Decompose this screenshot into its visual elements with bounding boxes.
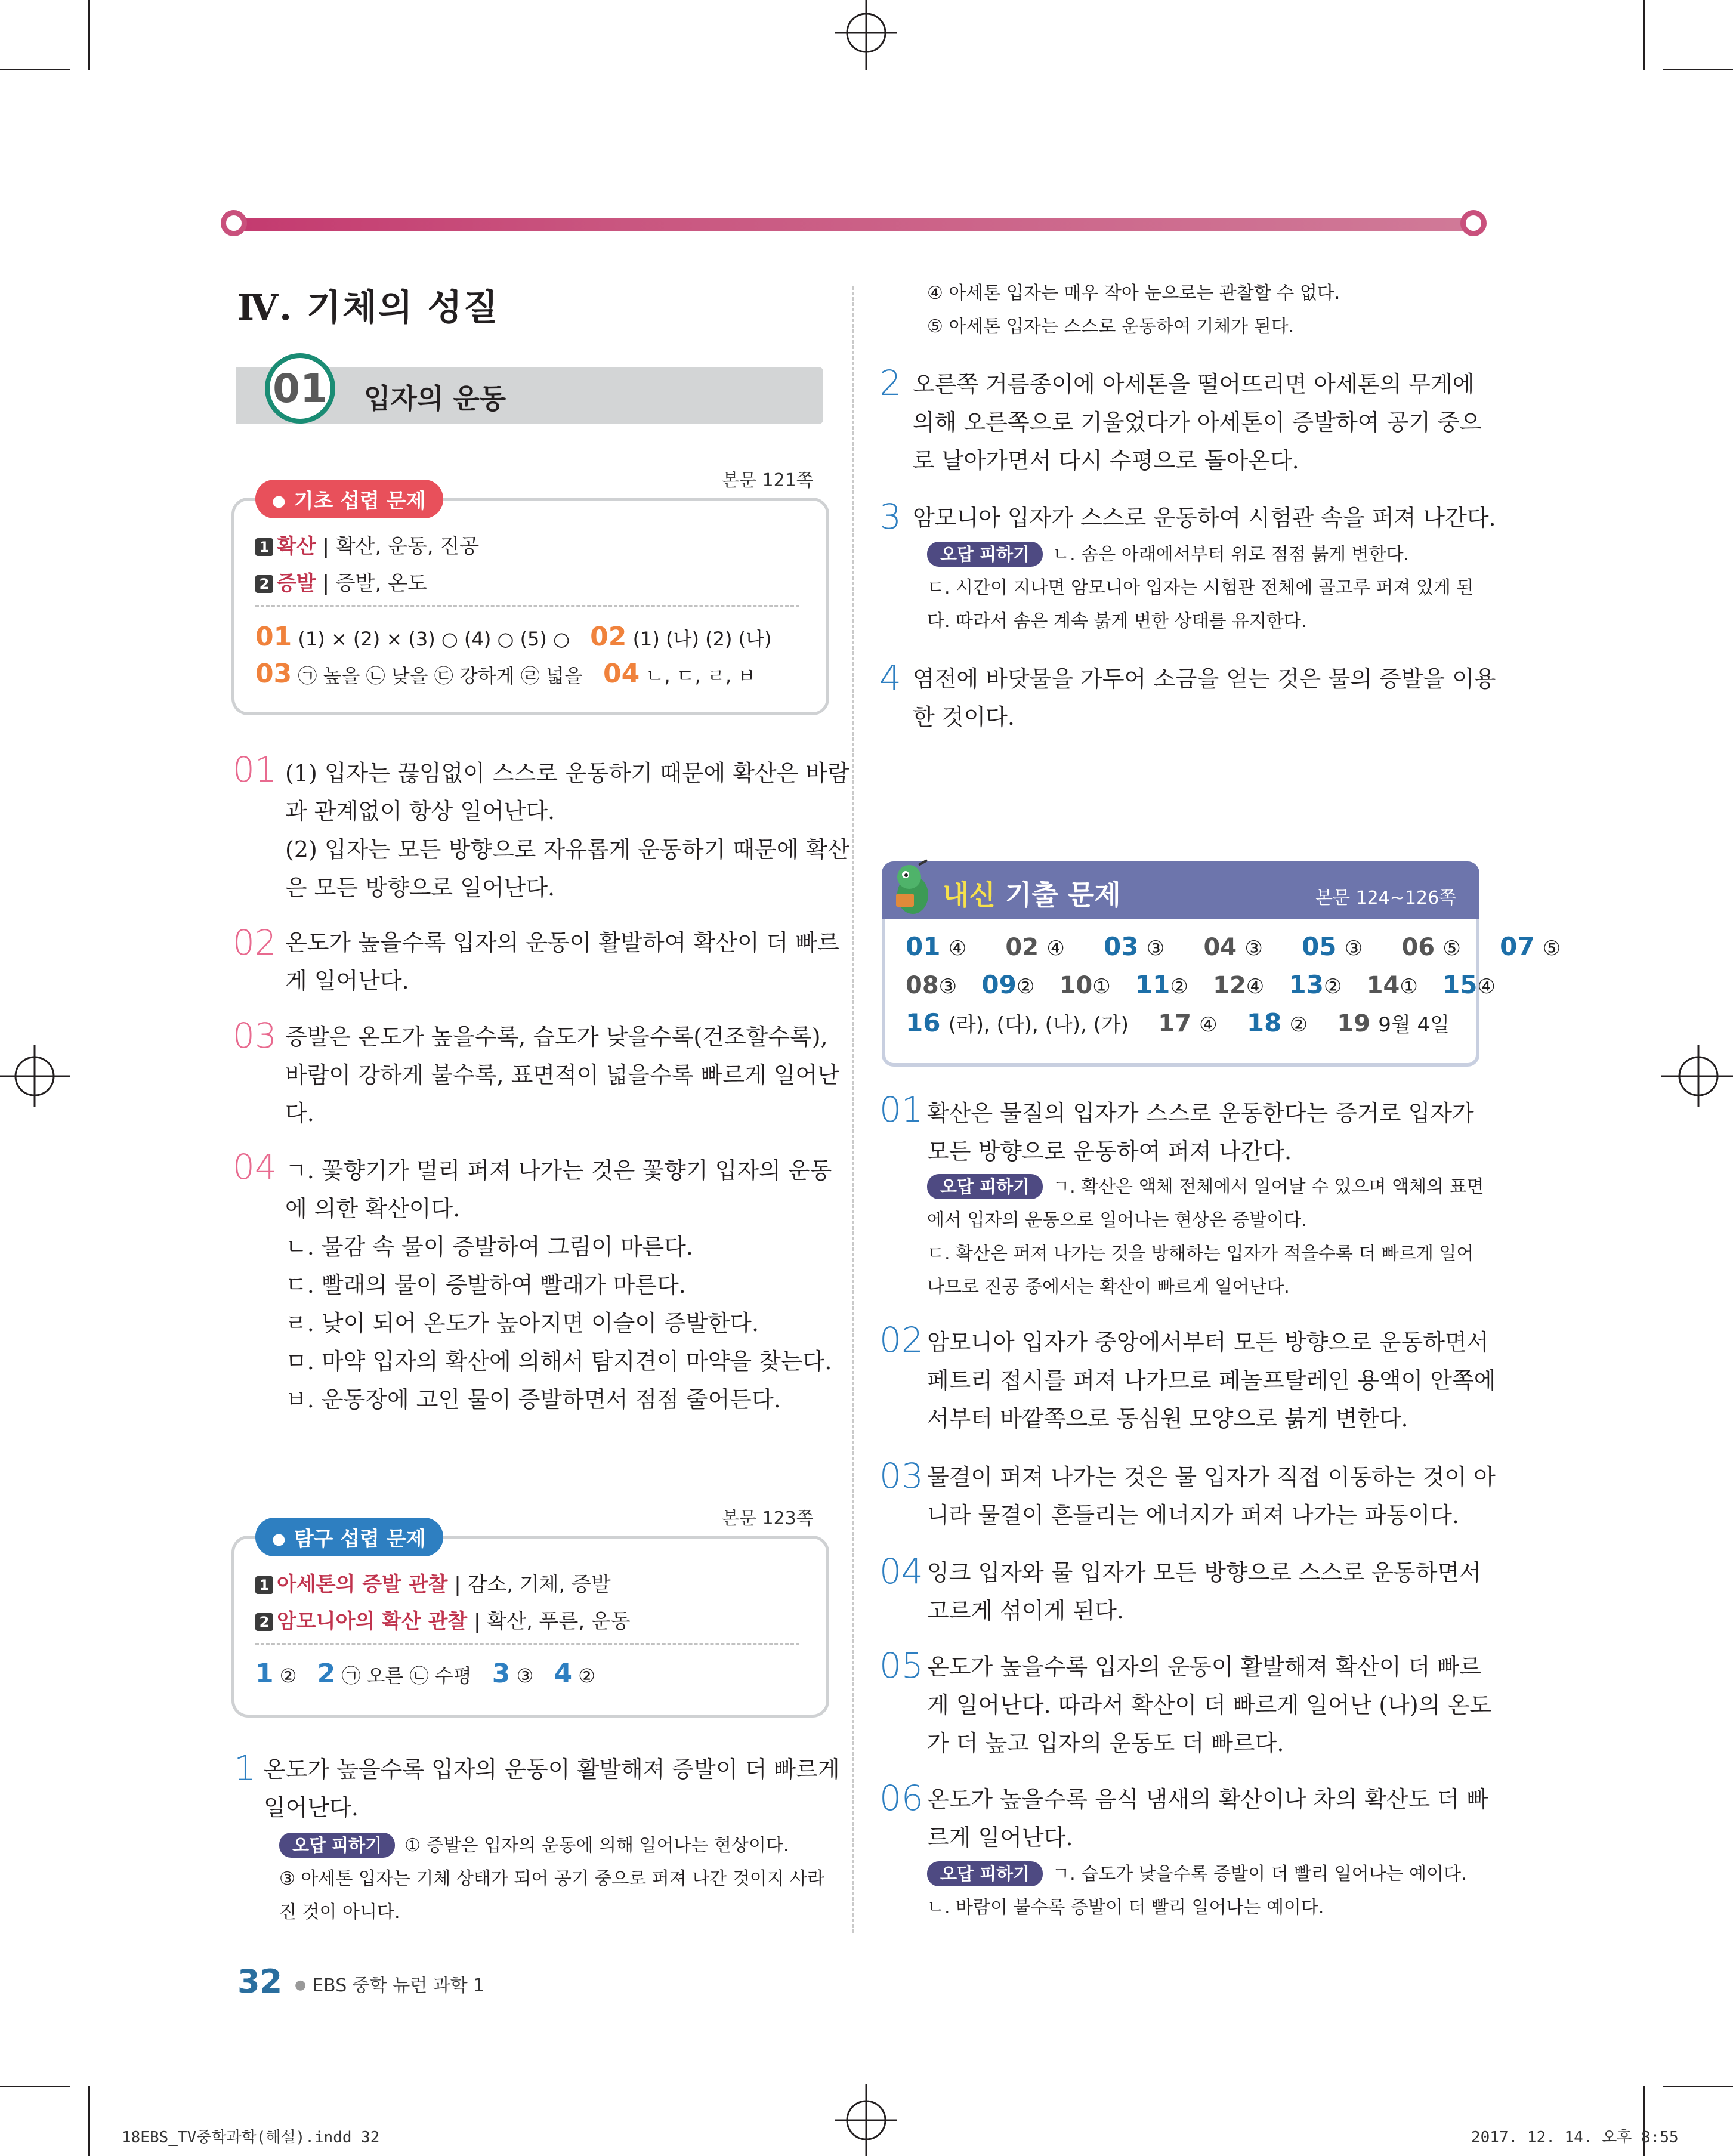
- q-answer: ⑤: [1542, 937, 1561, 960]
- note-line: ㄱ. 확산은 액체 전체에서 일어날 수 있으며 액체의 표면: [1052, 1176, 1484, 1197]
- crop-mark: [0, 2086, 70, 2087]
- inquiry-answer-row: [255, 1658, 595, 1689]
- q-number: 05: [1302, 932, 1337, 961]
- crop-mark: [1663, 69, 1733, 70]
- q-number: 02: [1005, 934, 1039, 961]
- registration-mark-right: [1661, 1040, 1733, 1112]
- answer-number: 03: [255, 659, 292, 689]
- naesin-row-2: [906, 970, 1496, 999]
- answer-text: (1) × (2) × (3) ○ (4) ○ (5) ○: [298, 628, 570, 650]
- answer-text: (1) (나) (2) (나): [632, 628, 772, 650]
- answer-text: ②: [578, 1664, 595, 1687]
- unit-title: 입자의 운동: [364, 382, 506, 415]
- text-line: 의해 오른쪽으로 기울었다가 아세톤이 증발하여 공기 중으: [913, 409, 1482, 435]
- text-line: 확산은 물질의 입자가 스스로 운동한다는 증거로 입자가: [927, 1100, 1474, 1126]
- q-number: 14: [1366, 972, 1400, 999]
- basic-page-ref: 본문 121쪽: [722, 470, 814, 491]
- item-value: 확산, 운동, 진공: [335, 535, 480, 558]
- column-divider: [852, 286, 854, 1933]
- answer-text: ㄴ, ㄷ, ㄹ, ㅂ: [645, 665, 756, 687]
- right-answer-06: [927, 1780, 1488, 1857]
- odap-label: 오답 피하기: [927, 1174, 1043, 1199]
- q-answer: ④: [1477, 975, 1496, 999]
- text-line: 게 일어난다. 따라서 확산이 더 빠르게 일어난 (나)의 온도: [927, 1692, 1491, 1718]
- answer-text: ②: [279, 1664, 297, 1687]
- answer-number: 4: [879, 657, 901, 698]
- answer-number: 3: [879, 496, 901, 537]
- answer-number: 05: [879, 1645, 923, 1686]
- q-number: 18: [1246, 1008, 1282, 1037]
- item-separator: |: [474, 1610, 481, 1633]
- q-number: 09: [981, 970, 1017, 999]
- text-line: 로 날아가면서 다시 수평으로 돌아온다.: [913, 447, 1299, 474]
- q-number: 13: [1289, 970, 1324, 999]
- basic-item-2: [255, 567, 427, 596]
- item-number: 2: [255, 1613, 273, 1631]
- text-line: 고르게 섞이게 된다.: [927, 1598, 1124, 1624]
- text-line: 게 일어난다.: [285, 968, 409, 994]
- note-line: 다. 따라서 솜은 계속 붉게 변한 상태를 유지한다.: [927, 611, 1307, 632]
- basic-answer-row-1: [255, 622, 772, 652]
- header-bar-dot-left: [221, 210, 247, 236]
- text-line: 암모니아 입자가 중앙에서부터 모든 방향으로 운동하면서: [927, 1329, 1489, 1355]
- item-key: 증발: [277, 572, 316, 595]
- text-line: 바람이 강하게 불수록, 표면적이 넓을수록 빠르게 일어난: [285, 1062, 839, 1088]
- text-line: 잉크 입자와 물 입자가 모든 방향으로 스스로 운동하면서: [927, 1559, 1481, 1586]
- text-line: 은 모든 방향으로 일어난다.: [285, 875, 555, 901]
- footer-timestamp: 2017. 12. 14. 오후 8:55: [1471, 2129, 1679, 2146]
- text-line: 오른쪽 거름종이에 아세톤을 떨어뜨리면 아세톤의 무게에: [913, 371, 1475, 397]
- right-answer-02: [927, 1323, 1496, 1438]
- text-line: 가 더 높고 입자의 운동도 더 빠르다.: [927, 1730, 1284, 1756]
- right-q3-notes: [927, 538, 1473, 638]
- text-line: ㄹ. 낮이 되어 온도가 높아지면 이슬이 증발한다.: [285, 1310, 759, 1336]
- item-number: 1: [255, 538, 273, 556]
- text-line: 증발은 온도가 높을수록, 습도가 낮을수록(건조할수록),: [285, 1024, 828, 1050]
- answer-number: 03: [233, 1015, 277, 1056]
- answer-number: 1: [234, 1748, 256, 1789]
- text-line: 서부터 바깥쪽으로 동심원 모양으로 붉게 변한다.: [927, 1406, 1408, 1432]
- text-line: 한 것이다.: [913, 704, 1015, 730]
- q-answer: ③: [1244, 937, 1263, 960]
- item-separator: |: [322, 572, 329, 595]
- q-answer: ②: [1323, 975, 1342, 999]
- text-line: 과 관계없이 항상 일어난다.: [285, 798, 555, 824]
- note-line: 진 것이 아니다.: [279, 1902, 400, 1923]
- left-q1-notes: [279, 1829, 824, 1929]
- naesin-title: [943, 873, 1121, 913]
- chapter-title: Ⅳ. 기체의 성질: [237, 287, 499, 329]
- page-number: 32: [237, 1963, 283, 2000]
- left-q1-text: [264, 1750, 840, 1827]
- text-line: 에 의한 확산이다.: [285, 1196, 461, 1222]
- divider: [255, 605, 799, 607]
- right-top-notes: [927, 277, 1340, 344]
- odap-label: 오답 피하기: [927, 542, 1043, 567]
- note-line: ④ 아세톤 입자는 매우 작아 눈으로는 관찰할 수 없다.: [927, 283, 1340, 304]
- q-answer: ②: [1289, 1013, 1308, 1037]
- inquiry-page-ref: 본문 123쪽: [722, 1508, 814, 1529]
- crop-mark: [1643, 0, 1645, 70]
- text-line: ㄷ. 빨래의 물이 증발하여 빨래가 마른다.: [285, 1272, 686, 1298]
- registration-mark-top: [830, 0, 902, 72]
- note-line: ㄷ. 시간이 지나면 암모니아 입자는 시험관 전체에 골고루 퍼져 있게 된: [927, 577, 1474, 598]
- note-line: 에서 입자의 운동으로 일어나는 현상은 증발이다.: [927, 1210, 1307, 1231]
- crop-mark: [0, 69, 70, 70]
- answer-text: ③: [516, 1664, 534, 1687]
- item-key: 암모니아의 확산 관찰: [277, 1610, 468, 1633]
- q-number: 04: [1203, 934, 1237, 961]
- item-value: 확산, 푸른, 운동: [487, 1610, 631, 1633]
- note-line: ⑤ 아세톤 입자는 스스로 운동하여 기체가 된다.: [927, 316, 1295, 337]
- answer-number: 1: [255, 1658, 274, 1689]
- item-key: 아세톤의 증발 관찰: [277, 1573, 448, 1596]
- naesin-page-ref: 본문 124~126쪽: [1315, 888, 1457, 909]
- item-value: 증발, 온도: [335, 572, 427, 595]
- naesin-title-b: 기출 문제: [1005, 879, 1121, 911]
- registration-mark-bottom: [830, 2084, 902, 2156]
- text-line: ㄱ. 꽃향기가 멀리 퍼져 나가는 것은 꽃향기 입자의 운동: [285, 1157, 832, 1184]
- q-number: 17: [1158, 1010, 1191, 1037]
- q-answer: ①: [1400, 975, 1418, 999]
- right-answer-01: [927, 1094, 1474, 1170]
- bullet-icon: ●: [295, 1978, 307, 1993]
- q-number: 19: [1337, 1010, 1370, 1037]
- q-number: 03: [1104, 932, 1139, 961]
- note-line: ㄴ. 바람이 불수록 증발이 더 빨리 일어나는 예이다.: [927, 1897, 1324, 1918]
- answer-number: 04: [879, 1551, 923, 1592]
- text-line: 온도가 높을수록 음식 냄새의 확산이나 차의 확산도 더 빠: [927, 1786, 1488, 1812]
- header-bar-dot-right: [1460, 210, 1487, 236]
- q-answer: ⑤: [1442, 937, 1461, 960]
- text-line: ㅁ. 마약 입자의 확산에 의해서 탐지견이 마약을 찾는다.: [285, 1348, 832, 1374]
- text-line: 르게 일어난다.: [927, 1824, 1073, 1851]
- basic-answer-row-2: [255, 659, 756, 689]
- answer-number: 04: [233, 1147, 277, 1187]
- odap-label: 오답 피하기: [279, 1833, 395, 1858]
- q-answer: ③: [1146, 937, 1165, 960]
- crop-mark: [88, 0, 90, 70]
- crop-mark: [88, 2086, 90, 2156]
- unit-number-badge: 01: [265, 353, 335, 424]
- q-answer: ④: [948, 937, 967, 960]
- text-line: 온도가 높을수록 입자의 운동이 활발해져 확산이 더 빠르: [927, 1654, 1481, 1680]
- note-line: ① 증발은 입자의 운동에 의해 일어나는 현상이다.: [404, 1835, 789, 1856]
- text-line: 물결이 퍼져 나가는 것은 물 입자가 직접 이동하는 것이 아: [927, 1464, 1496, 1490]
- registration-mark-left: [0, 1040, 72, 1112]
- right-answer-06-notes: [927, 1858, 1467, 1925]
- note-line: ③ 아세톤 입자는 기체 상태가 되어 공기 중으로 퍼져 나간 것이지 사라: [279, 1868, 825, 1889]
- crop-mark: [1663, 2086, 1733, 2087]
- answer-number: 2: [879, 363, 901, 403]
- text-line: 일어난다.: [264, 1794, 359, 1821]
- item-value: 감소, 기체, 증발: [467, 1573, 611, 1596]
- q-answer: ③: [1344, 937, 1363, 960]
- right-q2-text: [913, 365, 1481, 480]
- inquiry-item-1: [255, 1568, 611, 1597]
- answer-text: ㉠ 오른 ㉡ 수평: [341, 1664, 472, 1687]
- naesin-row-1: [906, 932, 1561, 961]
- odap-label: 오답 피하기: [927, 1861, 1043, 1886]
- answer-number: 02: [879, 1320, 923, 1360]
- right-q4-text: [913, 660, 1496, 736]
- note-line: ㄷ. 확산은 퍼져 나가는 것을 방해하는 입자가 적을수록 더 빠르게 일어: [927, 1243, 1474, 1264]
- answer-text-03: [285, 1018, 839, 1132]
- answer-text-04: [285, 1151, 832, 1419]
- answer-text-02: [285, 923, 839, 1000]
- mascot-icon: [884, 857, 938, 919]
- q-answer: ④: [1246, 975, 1265, 999]
- q-number: 08: [906, 972, 939, 999]
- inquiry-label-pill: ● 탐구 섭렵 문제: [255, 1518, 443, 1556]
- q-answer: (라), (다), (나), (가): [948, 1013, 1129, 1037]
- text-line: (1) 입자는 끊임없이 스스로 운동하기 때문에 확산은 바람: [285, 760, 849, 786]
- text-line: ㅂ. 운동장에 고인 물이 증발하면서 점점 줄어든다.: [285, 1386, 781, 1413]
- answer-text: ㉠ 높을 ㉡ 낮을 ㉢ 강하게 ㉣ 넓을: [298, 665, 583, 687]
- page-label-text: EBS 중학 뉴런 과학 1: [312, 1975, 485, 1996]
- q-answer: ①: [1092, 975, 1111, 999]
- answer-number: 4: [554, 1658, 573, 1689]
- answer-number: 01: [255, 622, 292, 652]
- right-answer-01-notes: [927, 1170, 1484, 1304]
- item-key: 확산: [277, 535, 316, 558]
- right-answer-05: [927, 1648, 1491, 1762]
- answer-number: 02: [233, 922, 277, 963]
- answer-number: 02: [590, 622, 627, 652]
- q-number: 06: [1401, 934, 1435, 961]
- q-answer: ②: [1170, 975, 1188, 999]
- q-number: 15: [1442, 970, 1478, 999]
- inquiry-item-2: [255, 1605, 631, 1634]
- q-number: 07: [1500, 932, 1535, 961]
- text-line: 페트리 접시를 퍼져 나가므로 페놀프탈레인 용액이 안쪽에: [927, 1367, 1496, 1394]
- answer-text-01: [285, 754, 849, 907]
- right-answer-04: [927, 1553, 1481, 1630]
- naesin-row-3: [906, 1008, 1450, 1037]
- text-line: 모든 방향으로 운동하여 퍼져 나간다.: [927, 1138, 1292, 1165]
- text-line: ㄴ. 물감 속 물이 증발하여 그림이 마른다.: [285, 1234, 693, 1260]
- right-answer-03: [927, 1458, 1496, 1534]
- item-separator: |: [322, 535, 329, 558]
- item-number: 2: [255, 575, 273, 593]
- right-q3-text: 암모니아 입자가 스스로 운동하여 시험관 속을 퍼져 나간다.: [913, 505, 1496, 531]
- text-line: (2) 입자는 모든 방향으로 자유롭게 운동하기 때문에 확산: [285, 836, 849, 863]
- note-line: 나므로 진공 중에서는 확산이 빠르게 일어난다.: [927, 1277, 1290, 1298]
- answer-number: 3: [492, 1658, 511, 1689]
- answer-number: 01: [233, 749, 277, 790]
- basic-label-pill: ● 기초 섭렵 문제: [255, 480, 443, 518]
- header-bar: [231, 218, 1478, 231]
- page-label: [295, 1970, 484, 1997]
- q-number: 01: [906, 932, 941, 961]
- q-answer: ④: [1046, 937, 1065, 960]
- answer-number: 2: [317, 1658, 336, 1689]
- item-separator: |: [454, 1573, 461, 1596]
- q-answer: ②: [1016, 975, 1035, 999]
- text-line: 온도가 높을수록 입자의 운동이 활발해져 증발이 더 빠르게: [264, 1756, 840, 1783]
- q-answer: 9월 4일: [1378, 1013, 1450, 1037]
- text-line: 염전에 바닷물을 가두어 소금을 얻는 것은 물의 증발을 이용: [913, 666, 1496, 692]
- text-line: 온도가 높을수록 입자의 운동이 활발하여 확산이 더 빠르: [285, 929, 839, 956]
- q-number: 16: [906, 1008, 941, 1037]
- answer-number: 03: [879, 1456, 923, 1496]
- answer-number: 01: [879, 1089, 923, 1130]
- naesin-title-a: 내신: [943, 879, 996, 911]
- note-line: ㄴ. 솜은 아래에서부터 위로 점점 붉게 변한다.: [1052, 544, 1410, 565]
- note-line: ㄱ. 습도가 낮을수록 증발이 더 빨리 일어나는 예이다.: [1052, 1864, 1467, 1885]
- divider: [255, 1643, 799, 1645]
- q-answer: ③: [938, 975, 957, 999]
- basic-item-1: [255, 530, 479, 559]
- item-number: 1: [255, 1576, 273, 1594]
- q-number: 11: [1135, 970, 1170, 999]
- answer-number: 04: [603, 659, 640, 689]
- q-number: 12: [1213, 972, 1246, 999]
- text-line: 다.: [285, 1100, 314, 1126]
- q-answer: ④: [1199, 1013, 1218, 1037]
- footer-file: 18EBS_TV중학과학(해설).indd 32: [122, 2129, 380, 2146]
- q-number: 10: [1059, 972, 1093, 999]
- text-line: 니라 물결이 흔들리는 에너지가 퍼져 나가는 파동이다.: [927, 1502, 1460, 1528]
- answer-number: 06: [879, 1778, 923, 1818]
